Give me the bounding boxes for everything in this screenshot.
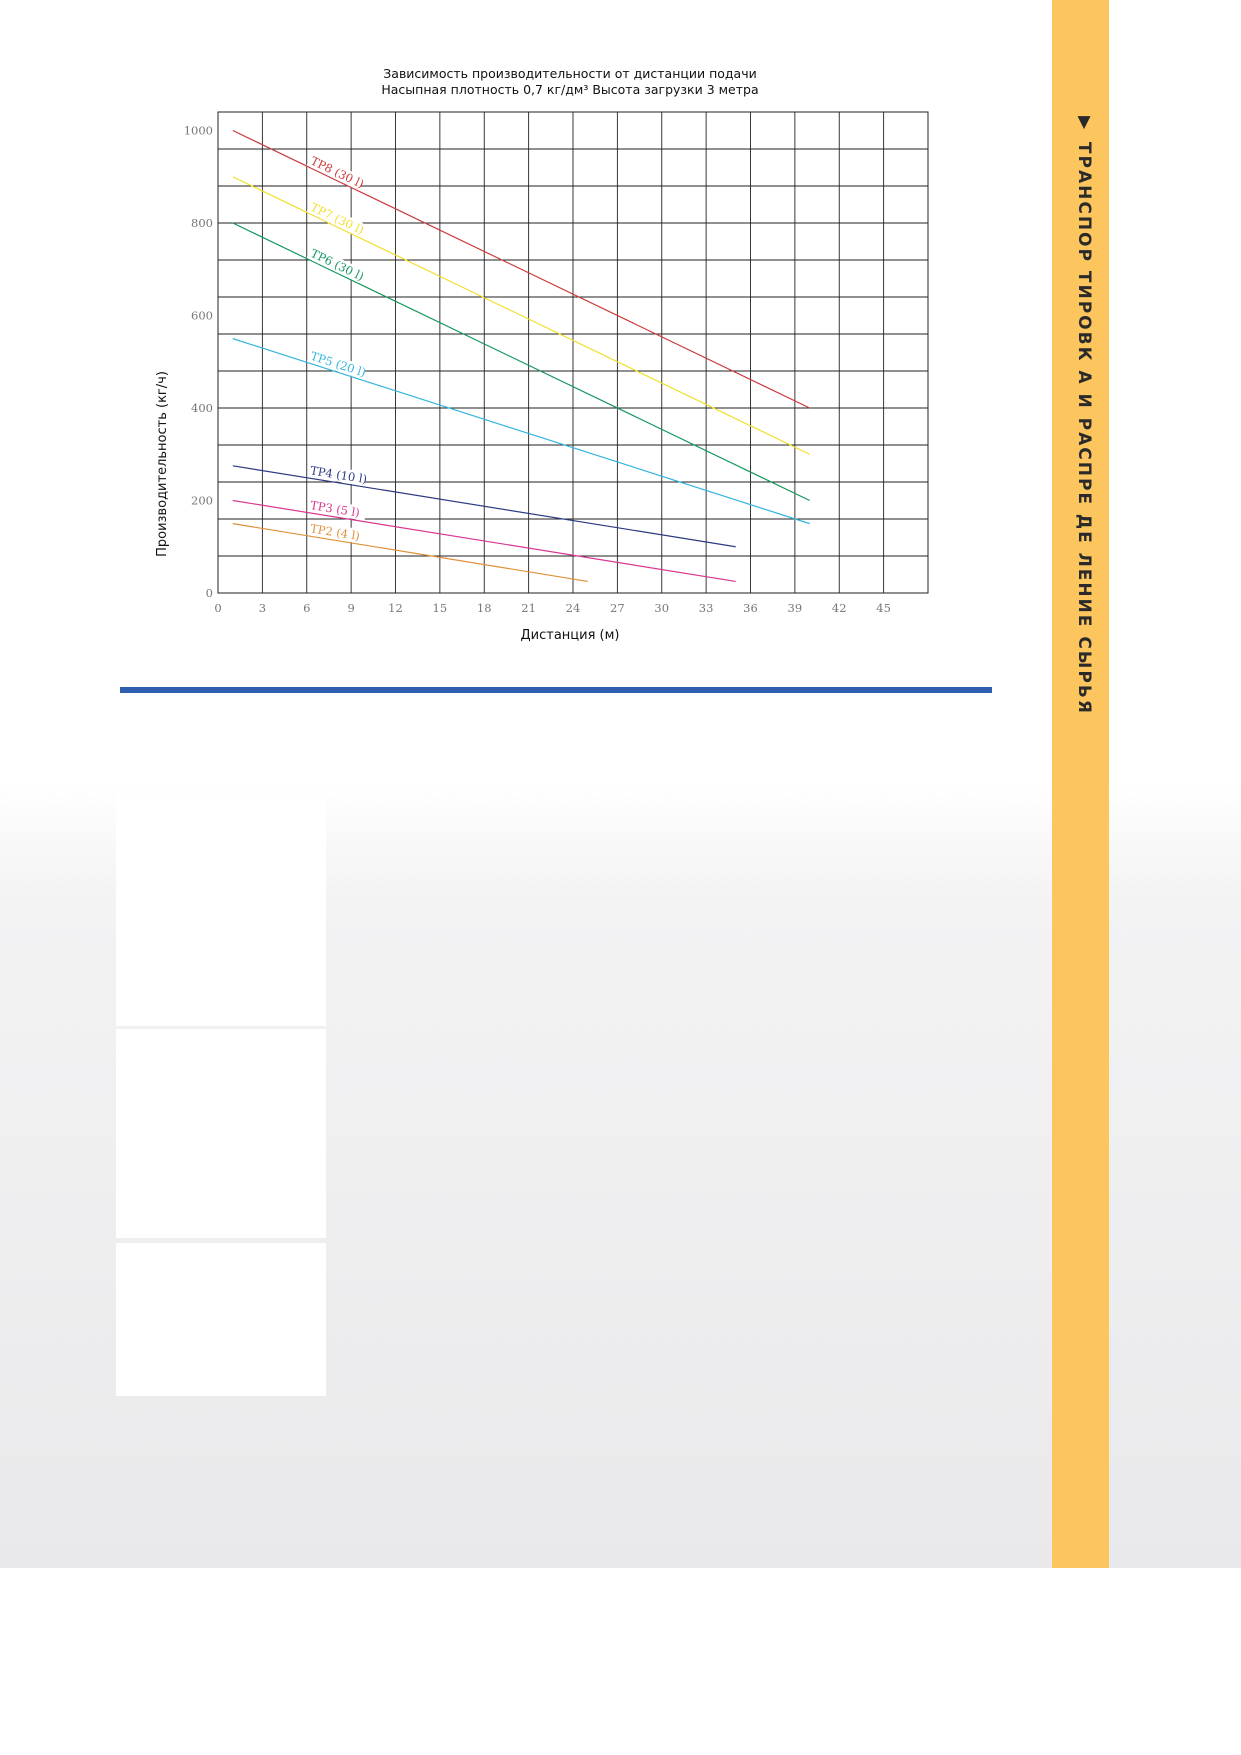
content-panel-3 bbox=[116, 1243, 326, 1396]
chart-title-block bbox=[300, 66, 840, 98]
content-panel-1 bbox=[116, 794, 326, 1026]
series-label: TP6 (30 l) bbox=[308, 246, 367, 284]
x-tick-label: 18 bbox=[476, 601, 492, 615]
series-label: TP4 (10 l) bbox=[309, 463, 369, 487]
x-tick-label: 33 bbox=[698, 601, 714, 615]
y-tick-label: 200 bbox=[191, 493, 213, 508]
series-label: TP5 (20 l) bbox=[308, 348, 368, 380]
content-panel-2 bbox=[116, 1029, 326, 1238]
x-tick-label: 30 bbox=[654, 601, 670, 615]
chart-y-axis-label: Производительность (кг/ч) bbox=[155, 371, 170, 557]
chart-subtitle: Насыпная плотность 0,7 кг/дм³ Высота загрузки 3 метра bbox=[381, 82, 759, 97]
x-tick-label: 21 bbox=[521, 601, 536, 615]
x-tick-label: 12 bbox=[388, 601, 403, 615]
x-tick-label: 0 bbox=[214, 601, 222, 615]
series-line bbox=[233, 524, 588, 582]
chart-series-labels bbox=[307, 153, 368, 544]
x-tick-label: 9 bbox=[347, 601, 355, 615]
x-tick-label: 27 bbox=[610, 601, 625, 615]
y-tick-label: 400 bbox=[191, 401, 213, 415]
section-divider bbox=[120, 687, 992, 693]
series-label: TP8 (30 l) bbox=[308, 153, 367, 192]
y-tick-label: 800 bbox=[191, 216, 213, 230]
y-tick-label: 0 bbox=[205, 586, 213, 600]
series-label: TP3 (5 l) bbox=[309, 498, 361, 520]
x-tick-label: 42 bbox=[831, 601, 847, 615]
chart-title: Зависимость производительности от дистанции подачи bbox=[383, 66, 757, 81]
x-tick-label: 6 bbox=[303, 601, 311, 615]
series-label: TP7 (30 l) bbox=[308, 199, 367, 238]
x-tick-label: 45 bbox=[876, 601, 891, 615]
series-label: TP2 (4 l) bbox=[309, 521, 361, 544]
y-tick-label: 1000 bbox=[183, 123, 213, 138]
x-tick-label: 15 bbox=[432, 601, 448, 615]
side-section-title: ▼ ТРАНСПОР ТИРОВК А И РАСПРЕ ДЕ ЛЕНИЕ СЫРЬЯ bbox=[1074, 112, 1094, 715]
chart-x-axis-label: Дистанция (м) bbox=[520, 628, 620, 643]
x-tick-label: 3 bbox=[258, 601, 267, 615]
x-tick-label: 36 bbox=[743, 601, 758, 615]
y-tick-label: 600 bbox=[191, 308, 213, 323]
chart bbox=[140, 100, 960, 660]
x-tick-label: 24 bbox=[565, 601, 581, 615]
series-line bbox=[233, 177, 810, 455]
x-tick-label: 39 bbox=[787, 601, 803, 615]
